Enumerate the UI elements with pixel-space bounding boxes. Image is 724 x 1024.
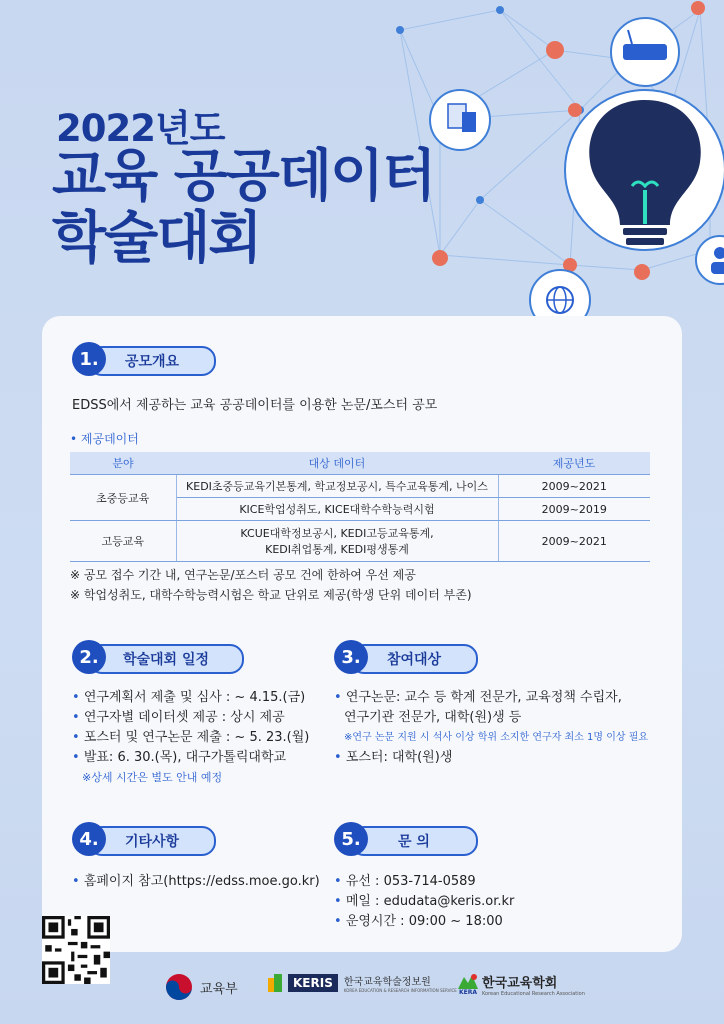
section-number: 2. <box>72 640 106 674</box>
table-header-row <box>70 452 650 475</box>
section-title: 참여대상 <box>350 644 478 674</box>
list-item: • 운영시간 : 09:00 ~ 18:00 <box>334 914 503 929</box>
table-cell-category: 초중등교육 <box>70 475 176 521</box>
lightbulb-icon <box>565 90 724 250</box>
taegeuk-icon <box>164 972 194 1002</box>
keris-subname: KOREA EDUCATION & RESEARCH INFORMATION SERVICE <box>343 988 457 993</box>
page-title-line1: 교육 공공데이터 <box>52 144 435 209</box>
table-cell-year: 2009~2019 <box>498 498 650 521</box>
list-item-continued: 연구기관 전문가, 대학(원)생 등 <box>344 710 522 725</box>
moe-name: 교육부 <box>200 981 238 997</box>
keris-badge: KERIS <box>288 974 338 992</box>
list-item: • 연구자별 데이터셋 제공 : 상시 제공 <box>72 710 285 725</box>
section-number: 5. <box>334 822 368 856</box>
schedule-list <box>72 688 309 788</box>
table-header: 대상 데이터 <box>176 452 498 475</box>
keris-mark-icon <box>268 972 288 994</box>
section-number: 3. <box>334 640 368 674</box>
section-title: 기타사항 <box>88 826 216 856</box>
list-item: • 홈페이지 참고(https://edss.moe.go.kr) <box>72 874 320 889</box>
kera-mark-icon <box>458 973 478 989</box>
schedule-note: ※상세 시간은 별도 안내 예정 <box>82 771 223 784</box>
list-item: • 메일 : edudata@keris.or.kr <box>334 894 515 909</box>
misc-list <box>72 872 320 892</box>
section-number: 4. <box>72 822 106 856</box>
list-item: • 포스터: 대학(원)생 <box>334 750 453 765</box>
section-header-1 <box>72 346 232 374</box>
list-item: • 포스터 및 연구논문 제출 : ~ 5. 23.(월) <box>72 730 310 745</box>
list-item: • 발표: 6. 30.(목), 대구가톨릭대학교 <box>72 750 287 765</box>
kera-badge: KERA <box>458 989 477 996</box>
list-item: • 연구계획서 제출 및 심사 : ~ 4.15.(금) <box>72 690 306 705</box>
section-header-4 <box>72 826 232 854</box>
page-title-line2: 학술대회 <box>52 206 261 271</box>
section-header-2 <box>72 644 262 672</box>
table-row <box>70 475 650 498</box>
list-item: • 유선 : 053-714-0589 <box>334 874 476 889</box>
table-cell-line: KCUE대학정보공시, KEDI고등교육통계, <box>240 527 434 540</box>
section-title: 학술대회 일정 <box>88 644 244 674</box>
section-header-5 <box>334 826 494 854</box>
section-title: 문 의 <box>350 826 478 856</box>
table-cell-data <box>176 521 498 562</box>
qr-code[interactable] <box>42 916 110 984</box>
table-cell-year: 2009~2021 <box>498 475 650 498</box>
keris-name: 한국교육학술정보원 <box>343 977 431 988</box>
kera-logo <box>458 972 585 997</box>
table-cell-line: KEDI취업통계, KEDI평생통계 <box>265 543 409 556</box>
contact-list <box>334 872 514 932</box>
section-title: 공모개요 <box>88 346 216 376</box>
title-year: 2022년도 <box>56 107 225 150</box>
kera-subname: Korean Educational Research Association <box>482 991 585 997</box>
keris-logo <box>268 972 457 994</box>
section1-note: ※ 학업성취도, 대학수학능력시험은 학교 단위로 제공(학생 단위 데이터 부존) <box>70 588 472 602</box>
section-number: 1. <box>72 342 106 376</box>
table-header: 제공년도 <box>498 452 650 475</box>
section1-note: ※ 공모 접수 기간 내, 연구논문/포스터 공모 건에 한하여 우선 제공 <box>70 568 416 582</box>
content-card <box>42 316 682 952</box>
data-label: • 제공데이터 <box>70 432 139 446</box>
router-icon <box>611 18 679 86</box>
participant-list <box>334 688 648 768</box>
table-cell-data: KEDI초중등교육기본통계, 학교정보공시, 특수교육통계, 나이스 <box>176 475 498 498</box>
document-icon <box>430 90 490 150</box>
section-header-3 <box>334 644 494 672</box>
data-table <box>70 452 650 562</box>
page-title <box>52 146 434 270</box>
list-item: • 연구논문: 교수 등 학계 전문가, 교육정책 수립자, <box>334 690 622 705</box>
table-cell-data: KICE학업성취도, KICE대학수학능력시험 <box>176 498 498 521</box>
table-cell-category: 고등교육 <box>70 521 176 562</box>
table-row <box>70 521 650 562</box>
moe-logo <box>164 972 238 1002</box>
participant-note: ※연구 논문 지원 시 석사 이상 학위 소지한 연구자 최소 1명 이상 필요 <box>344 732 649 743</box>
table-header: 분야 <box>70 452 176 475</box>
table-cell-year: 2009~2021 <box>498 521 650 562</box>
kera-name: 한국교육학회 <box>482 976 558 991</box>
person-icon <box>696 236 724 284</box>
section1-intro: EDSS에서 제공하는 교육 공공데이터를 이용한 논문/포스터 공모 <box>72 398 438 413</box>
